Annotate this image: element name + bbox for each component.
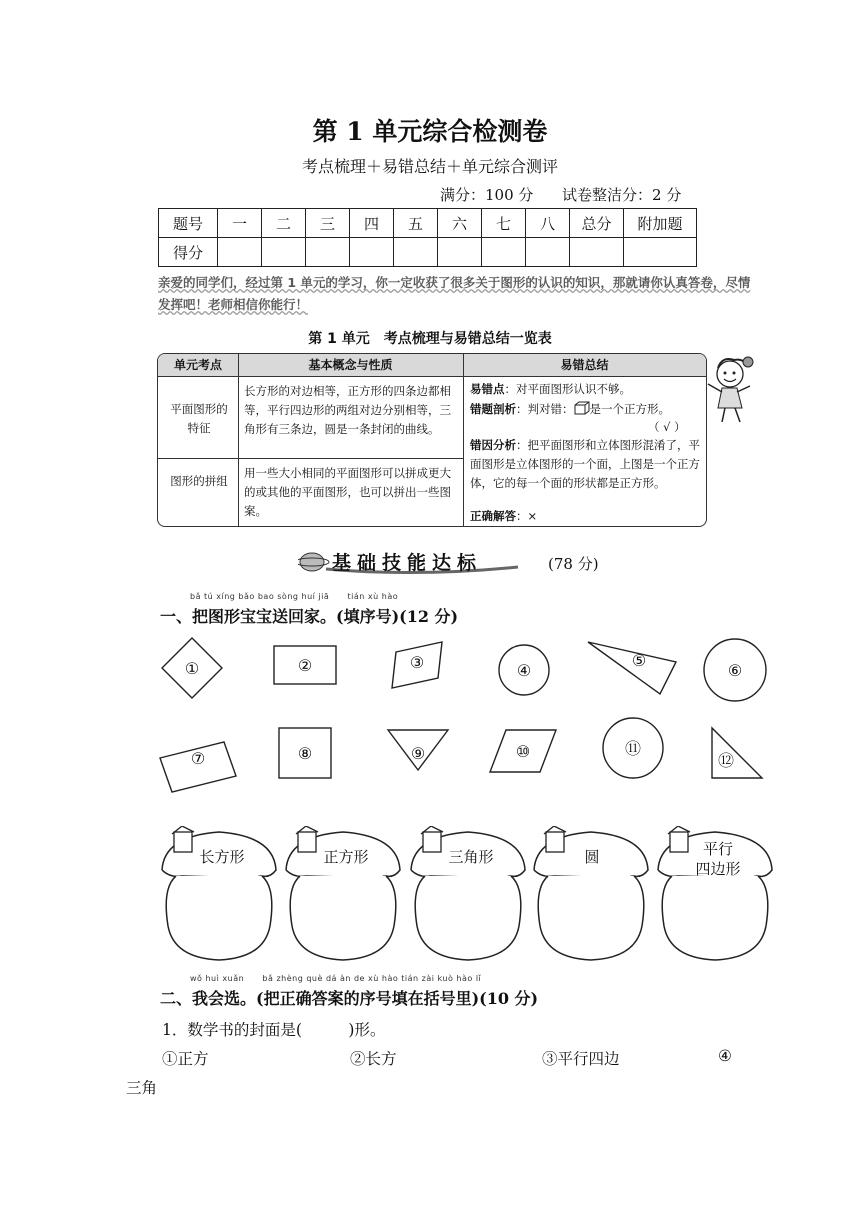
- shape-label-6: ⑥: [727, 661, 743, 680]
- option-3[interactable]: ③平行四边: [542, 1050, 620, 1068]
- full-mark: 满分：100 分: [440, 186, 534, 204]
- score-input-cell[interactable]: [438, 238, 482, 267]
- table-cell: 八: [526, 209, 570, 238]
- summary-header-points: 单元考点: [158, 354, 238, 377]
- score-input-cell[interactable]: [394, 238, 438, 267]
- score-input-cell[interactable]: [350, 238, 394, 267]
- score-info: [440, 184, 681, 205]
- shapes-figure: [150, 630, 780, 810]
- q1-pinyin: bǎ tú xíng bǎo bao sòng huí jiā tián xù hào: [190, 592, 399, 601]
- table-cell: 总分: [570, 209, 624, 238]
- score-input-cell[interactable]: [306, 238, 350, 267]
- correct-answer: 正确解答：×: [470, 509, 538, 523]
- score-input-cell[interactable]: [624, 238, 697, 267]
- house-label-triangle: 三角形: [448, 848, 494, 866]
- houses-figure: [160, 826, 775, 964]
- shape-label-9: ⑨: [410, 744, 426, 763]
- score-input-cell[interactable]: [482, 238, 526, 267]
- section-banner: 基础技能达标: [332, 552, 483, 574]
- house-label-circle: 圆: [584, 848, 600, 866]
- divider: [238, 354, 239, 526]
- house-square: [286, 826, 400, 960]
- score-input-cell[interactable]: [262, 238, 306, 267]
- score-table-header-row: [159, 209, 697, 238]
- shape-label-7: ⑦: [190, 749, 206, 768]
- summary-header-concepts: 基本概念与性质: [238, 354, 463, 377]
- summary-point-2-desc: 用一些大小相同的平面图形可以拼成更大的或其他的平面图形，也可以拼出一些图案。: [244, 466, 451, 518]
- summary-header-errors: 易错总结: [463, 354, 706, 377]
- summary-table: [157, 353, 707, 527]
- option-2[interactable]: ②长方: [350, 1050, 397, 1068]
- table-cell: 二: [262, 209, 306, 238]
- error-analysis: 错题剖析：判对错： 是一个正方形。: [470, 402, 670, 416]
- shape-label-8: ⑧: [297, 744, 313, 763]
- shape-label-11: ⑪: [624, 739, 642, 758]
- divider: [463, 354, 464, 526]
- shape-label-2: ②: [297, 656, 313, 675]
- shape-label-4: ④: [516, 661, 532, 680]
- score-table-score-row: [159, 238, 697, 267]
- table-cell: 三: [306, 209, 350, 238]
- error-cause: 错因分析：把平面图形和立体图形混淆了，平面图形是立体图形的一个面，上图是一个正方体，它的每一个面的形状都是正方形。: [470, 438, 700, 490]
- score-input-cell[interactable]: [526, 238, 570, 267]
- option-4[interactable]: ④: [718, 1047, 732, 1065]
- house-rectangle: [162, 826, 276, 960]
- cube-icon: [574, 401, 590, 415]
- house-label-quadrilateral: 四边形: [695, 860, 741, 878]
- score-table: [158, 208, 697, 267]
- house-label-rectangle: 长方形: [199, 848, 245, 866]
- score-input-cell[interactable]: [218, 238, 262, 267]
- page-subtitle: 考点梳理＋易错总结＋单元综合测评: [301, 157, 558, 176]
- summary-point-2: 图形的拼组: [170, 474, 228, 488]
- page-title: 第 1 单元综合检测卷: [312, 117, 548, 146]
- table-cell: 四: [350, 209, 394, 238]
- table-cell: 七: [482, 209, 526, 238]
- q2-item-1: 1．数学书的封面是( )形。: [162, 1021, 386, 1039]
- shape-label-5: ⑤: [631, 651, 647, 670]
- house-triangle: [411, 826, 525, 960]
- table-cell: 五: [394, 209, 438, 238]
- section-score: (78 分): [548, 555, 599, 573]
- q2-pinyin: wǒ huì xuǎn bǎ zhèng què dá àn de xù hào tián zài kuò hào lǐ: [190, 974, 482, 983]
- q1-title: 一、把图形宝宝送回家。(填序号)(12 分): [160, 607, 459, 626]
- shape-label-1: ①: [184, 659, 200, 678]
- intro-text: 亲爱的同学们，经过第 1 单元的学习，你一定收获了很多关于图形的认识的知识，那就请你认真答卷，尽情发挥吧！老师相信你能行！: [158, 275, 751, 312]
- table-cell: 题号: [159, 209, 218, 238]
- house-circle: [534, 826, 648, 960]
- option-1[interactable]: ①正方: [162, 1050, 209, 1068]
- q2-title: 二、我会选。(把正确答案的序号填在括号里)(10 分): [160, 989, 539, 1008]
- house-label-parallel: 平行: [702, 840, 734, 858]
- table-cell: 六: [438, 209, 482, 238]
- error-point: 易错点：对平面图形认识不够。: [470, 382, 631, 396]
- option-4-continued: 三角: [126, 1079, 158, 1097]
- table-cell: 一: [218, 209, 262, 238]
- table-cell: 得分: [159, 238, 218, 267]
- divider: [158, 458, 463, 459]
- error-mark: （ √ ）: [648, 420, 686, 434]
- table-cell: 附加题: [624, 209, 697, 238]
- summary-point-1: 平面图形的特征: [170, 402, 228, 435]
- score-input-cell[interactable]: [570, 238, 624, 267]
- summary-title: 第 1 单元 考点梳理与易错总结一览表: [308, 331, 552, 347]
- shape-label-12: ⑫: [717, 751, 735, 770]
- neatness-mark: 试卷整洁分：2 分: [562, 186, 682, 204]
- house-label-square: 正方形: [323, 848, 369, 866]
- shape-label-10: ⑩: [515, 742, 531, 761]
- shape-label-3: ③: [409, 653, 425, 672]
- summary-point-1-desc: 长方形的对边相等，正方形的四条边都相等，平行四边形的两组对边分别相等，三角形有三条边，圆是一条封闭的曲线。: [244, 384, 451, 436]
- cartoon-girl-icon: [704, 352, 762, 428]
